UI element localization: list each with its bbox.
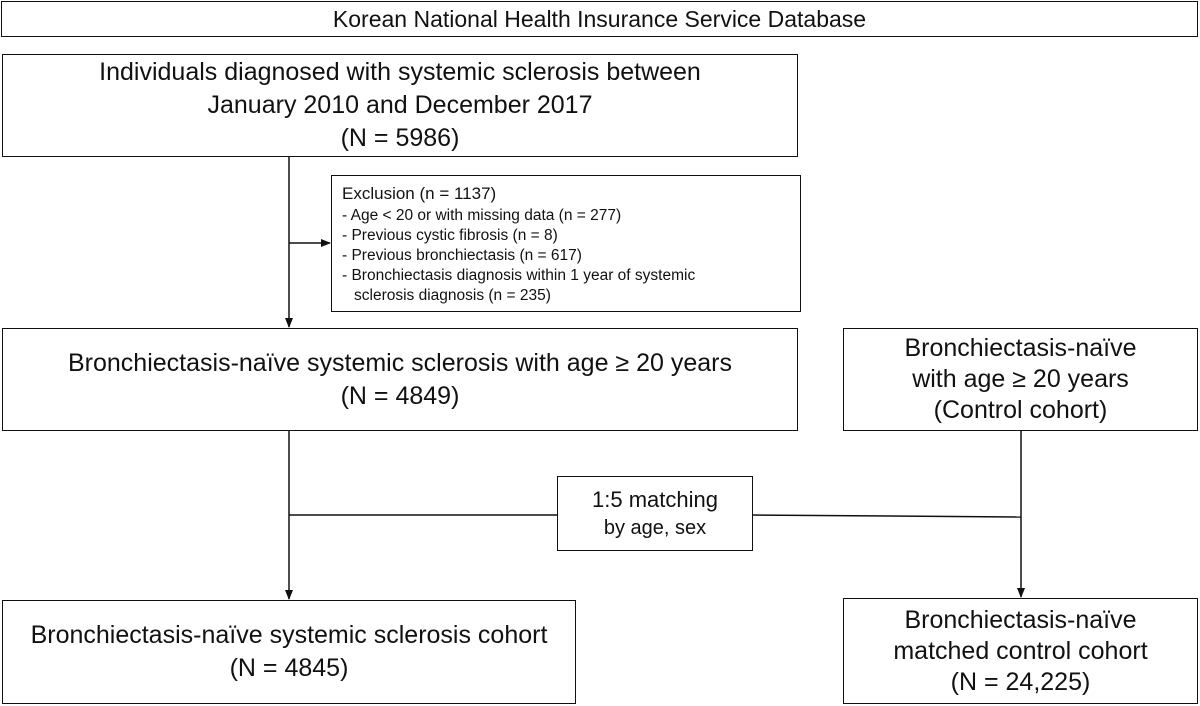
matched-control-line-2: matched control cohort [893, 636, 1148, 665]
exclusion-item-previous-bronchiectasis: - Previous bronchiectasis (n = 617) [342, 246, 582, 264]
database-title: Korean National Health Insurance Service Database [332, 5, 867, 32]
initial-line-1: Individuals diagnosed with systemic sclerosis between [99, 58, 701, 86]
ssc-cohort-box [2, 600, 576, 704]
control-line-3: (Control cohort) [933, 396, 1108, 424]
exclusion-item-early-diagnosis: - Bronchiectasis diagnosis within 1 year of systemic [342, 266, 696, 284]
initial-count: (N = 5986) [340, 124, 460, 152]
ssc-cohort-count: (N = 4845) [229, 654, 349, 682]
matched-control-count: (N = 24,225) [950, 667, 1091, 696]
initial-line-2: January 2010 and December 2017 [207, 91, 593, 119]
exclusion-title: Exclusion (n = 1137) [342, 183, 497, 203]
naive-line-1: Bronchiectasis-naïve systemic sclerosis with age ≥ 20 years [68, 348, 732, 377]
exclusion-item-cystic-fibrosis: - Previous cystic fibrosis (n = 8) [342, 226, 558, 244]
matching-link-right [753, 515, 1021, 517]
matching-ratio: 1:5 matching [592, 486, 718, 512]
initial-population-box [2, 54, 798, 157]
ssc-cohort-line-1: Bronchiectasis-naïve systemic sclerosis cohort [30, 621, 548, 649]
matched-control-line-1: Bronchiectasis-naïve [904, 605, 1137, 634]
control-population-box [843, 328, 1198, 431]
naive-count: (N = 4849) [340, 381, 460, 410]
matched-control-box [843, 598, 1198, 704]
exclusion-box [331, 175, 801, 312]
matching-box [557, 476, 753, 551]
database-box [1, 1, 1198, 37]
exclusion-item-age: - Age < 20 or with missing data (n = 277) [342, 206, 622, 224]
matching-criteria: by age, sex [603, 516, 707, 539]
exclusion-item-early-diagnosis-cont: sclerosis diagnosis (n = 235) [354, 286, 551, 304]
control-line-2: with age ≥ 20 years [912, 365, 1129, 393]
control-line-1: Bronchiectasis-naïve [904, 334, 1137, 362]
naive-population-box [2, 328, 798, 431]
